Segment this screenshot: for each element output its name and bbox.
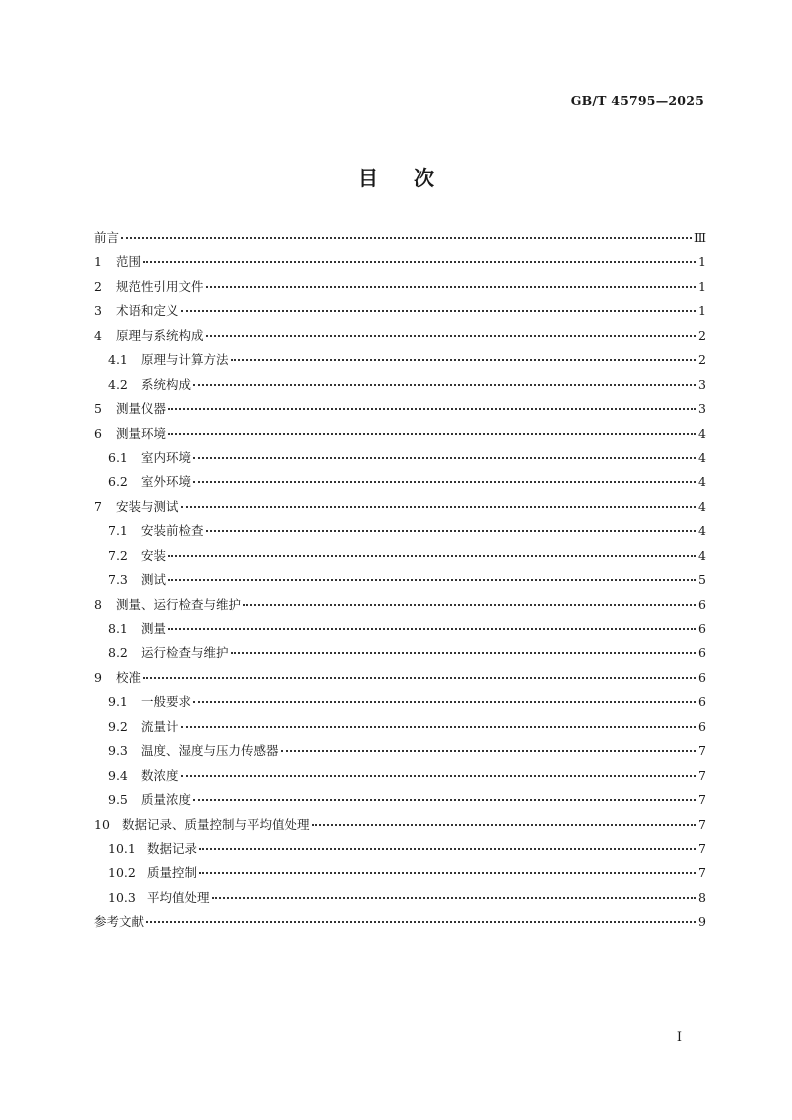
toc-entry-page: 1	[698, 278, 706, 294]
dot-leader	[181, 505, 696, 508]
toc-entry-label: 一般要求	[141, 694, 192, 710]
toc-entry-number: 9.5	[108, 792, 128, 808]
dot-leader	[181, 725, 696, 728]
toc-entry-number: 6	[94, 425, 102, 441]
toc-entry-page: 1	[698, 303, 706, 319]
toc-entry-page: 3	[698, 401, 706, 417]
dot-leader	[181, 309, 696, 312]
toc-entry-number: 7.3	[108, 572, 128, 588]
dot-leader	[281, 749, 696, 752]
toc-entry-page: 6	[698, 645, 706, 661]
toc-entry[interactable]	[94, 519, 706, 543]
toc-entry-page: 2	[698, 327, 706, 343]
toc-entry[interactable]	[94, 446, 706, 470]
toc-entry[interactable]	[94, 324, 706, 348]
toc-entry[interactable]	[94, 299, 706, 323]
dot-leader	[199, 871, 696, 874]
dot-leader	[168, 432, 696, 435]
toc-entry-number: 6.2	[108, 474, 128, 490]
toc-entry-page: 4	[698, 449, 706, 465]
toc-entry-label: 前言	[94, 230, 120, 245]
toc-entry-page: 6	[698, 669, 706, 685]
toc-entry[interactable]	[94, 250, 706, 274]
toc-entry-label: 原理与系统构成	[116, 327, 204, 343]
toc-entry[interactable]	[94, 641, 706, 665]
toc-entry-page: 4	[698, 425, 706, 441]
toc-entry-label: 测量、运行检查与维护	[116, 596, 242, 612]
toc-entry[interactable]	[94, 617, 706, 641]
dot-leader	[193, 798, 696, 801]
toc-entry[interactable]	[94, 397, 706, 421]
toc-entry-page: 3	[698, 376, 706, 392]
toc-entry[interactable]	[94, 568, 706, 592]
toc-entry-label: 规范性引用文件	[116, 278, 204, 294]
toc-entry-label: 术语和定义	[116, 303, 179, 319]
dot-leader	[168, 554, 696, 557]
table-of-contents	[94, 226, 706, 935]
toc-entry-number: 8.2	[108, 645, 128, 661]
toc-entry[interactable]	[94, 910, 706, 934]
toc-entry-page: 6	[698, 694, 706, 710]
toc-entry-label: 室内环境	[141, 449, 192, 465]
toc-entry-number: 9.1	[108, 694, 128, 710]
dot-leader	[193, 383, 696, 386]
toc-entry-label: 安装与测试	[116, 498, 179, 514]
toc-entry-page: 7	[698, 792, 706, 808]
toc-entry-number: 4.1	[108, 352, 128, 368]
toc-entry[interactable]	[94, 422, 706, 446]
dot-leader	[146, 920, 696, 923]
toc-entry[interactable]	[94, 690, 706, 714]
toc-entry-label: 流量计	[141, 718, 179, 734]
toc-entry-number: 8.1	[108, 621, 128, 636]
dot-leader	[181, 774, 696, 777]
dot-leader	[168, 407, 696, 410]
toc-entry-label: 系统构成	[141, 376, 192, 392]
toc-title: 目次	[358, 166, 470, 190]
toc-entry-page: 7	[698, 767, 706, 783]
toc-entry-number: 1	[94, 254, 102, 270]
toc-entry-page: 2	[698, 352, 706, 368]
dot-leader	[121, 236, 692, 239]
toc-entry[interactable]	[94, 544, 706, 568]
toc-entry[interactable]	[94, 666, 706, 690]
toc-entry-number: 10.3	[108, 889, 136, 905]
toc-entry-number: 4	[94, 327, 102, 343]
toc-entry-page: 4	[698, 474, 706, 490]
page-number: I	[676, 1030, 682, 1045]
toc-entry[interactable]	[94, 470, 706, 494]
dot-leader	[168, 578, 696, 581]
toc-entry-page: 7	[698, 865, 706, 881]
toc-entry-label: 运行检查与维护	[141, 645, 229, 661]
toc-entry-label: 数浓度	[141, 767, 179, 783]
toc-entry-number: 10	[94, 816, 110, 832]
toc-entry[interactable]	[94, 348, 706, 372]
toc-entry-number: 7.1	[108, 523, 128, 539]
toc-entry-page: 5	[698, 572, 706, 588]
toc-entry-label: 测量	[141, 621, 167, 636]
toc-entry-label: 温度、湿度与压力传感器	[141, 743, 279, 759]
dot-leader	[193, 456, 696, 459]
toc-entry-label: 安装前检查	[141, 523, 204, 539]
toc-entry[interactable]	[94, 373, 706, 397]
toc-entry-label: 平均值处理	[147, 889, 210, 905]
toc-entry-number: 6.1	[108, 449, 128, 465]
dot-leader	[206, 529, 696, 532]
toc-entry[interactable]	[94, 788, 706, 812]
toc-entry-label: 原理与计算方法	[141, 352, 229, 368]
toc-entry-label: 质量浓度	[141, 792, 192, 808]
toc-entry-number: 9.3	[108, 743, 128, 759]
toc-entry-page: 6	[698, 718, 706, 734]
dot-leader	[143, 260, 696, 263]
toc-entry-page: 6	[698, 621, 706, 636]
toc-entry-number: 10.1	[108, 840, 136, 856]
toc-entry-label: 范围	[116, 254, 142, 270]
dot-leader	[231, 651, 696, 654]
standard-code: GB/T 45795—2025	[570, 93, 704, 108]
toc-entry-number: 9.4	[108, 767, 128, 783]
dot-leader	[193, 700, 696, 703]
toc-entry[interactable]	[94, 764, 706, 788]
toc-entry-page: 1	[698, 254, 706, 270]
toc-entry-label: 测量仪器	[116, 401, 167, 417]
toc-entry-label: 校准	[116, 669, 142, 685]
toc-entry-label: 数据记录	[147, 840, 198, 856]
dot-leader	[231, 358, 696, 361]
dot-leader	[168, 627, 696, 630]
toc-entry-page: 4	[698, 523, 706, 539]
toc-entry[interactable]	[94, 837, 706, 861]
toc-entry-page: 4	[698, 547, 706, 563]
toc-entry-label: 参考文献	[94, 914, 145, 930]
toc-entry-page: 7	[698, 840, 706, 856]
dot-leader	[193, 480, 696, 483]
toc-entry-page: 9	[698, 914, 706, 930]
dot-leader	[143, 676, 696, 679]
toc-entry-number: 3	[94, 303, 102, 319]
toc-entry[interactable]	[94, 886, 706, 910]
toc-entry[interactable]	[94, 861, 706, 885]
toc-entry-number: 8	[94, 596, 102, 612]
dot-leader	[243, 603, 696, 606]
toc-entry[interactable]	[94, 813, 706, 837]
dot-leader	[312, 823, 696, 826]
toc-entry-number: 5	[94, 401, 102, 417]
toc-entry-number: 9	[94, 669, 102, 685]
toc-entry[interactable]	[94, 226, 706, 250]
toc-entry-page: Ⅲ	[693, 230, 706, 245]
toc-entry-label: 数据记录、质量控制与平均值处理	[122, 816, 310, 832]
toc-entry-page: 6	[698, 596, 706, 612]
toc-entry[interactable]	[94, 715, 706, 739]
toc-entry[interactable]	[94, 495, 706, 519]
toc-entry-page: 8	[698, 889, 706, 905]
toc-entry-number: 2	[94, 278, 102, 294]
toc-entry-label: 质量控制	[147, 865, 198, 881]
toc-entry-page: 7	[698, 743, 706, 759]
toc-entry-number: 4.2	[108, 376, 128, 392]
toc-entry-label: 室外环境	[141, 474, 192, 490]
toc-entry[interactable]	[94, 739, 706, 763]
toc-entry-number: 7.2	[108, 547, 128, 563]
toc-entry-page: 4	[698, 498, 706, 514]
toc-entry-number: 10.2	[108, 865, 136, 881]
toc-entry-label: 测试	[141, 572, 167, 588]
toc-entry-label: 安装	[141, 547, 167, 563]
dot-leader	[206, 285, 696, 288]
toc-entry-label: 测量环境	[116, 425, 167, 441]
toc-entry[interactable]	[94, 275, 706, 299]
dot-leader	[212, 896, 696, 899]
toc-entry-number: 9.2	[108, 718, 128, 734]
toc-entry[interactable]	[94, 593, 706, 617]
toc-entry-number: 7	[94, 498, 102, 514]
dot-leader	[199, 847, 696, 850]
toc-entry-page: 7	[698, 816, 706, 832]
dot-leader	[206, 334, 696, 337]
